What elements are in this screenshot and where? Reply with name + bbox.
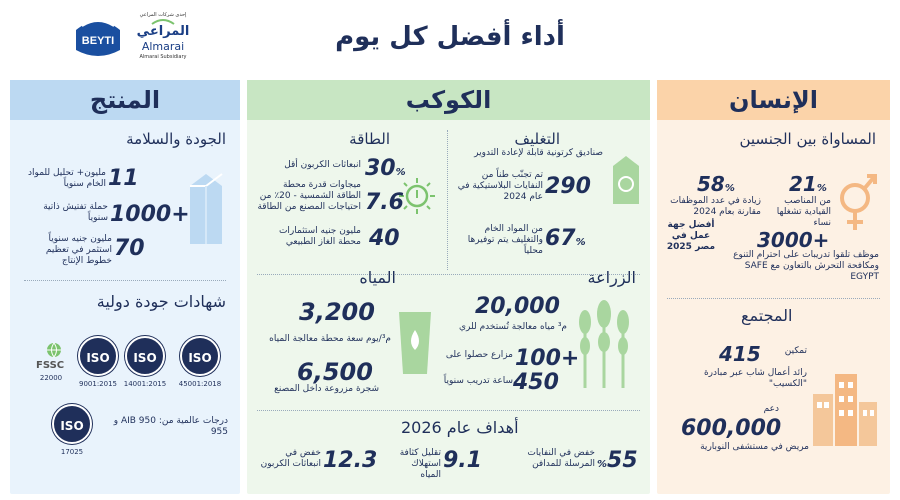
packaging-value-3-number: 67	[545, 226, 576, 251]
product-column	[10, 80, 240, 494]
packaging-value-3-unit: %	[575, 237, 586, 248]
water-text-2: شجرة مزروعة داخل المصنع	[274, 384, 379, 394]
energy-value-1-number: 30	[365, 156, 396, 181]
community-label-2: دعم	[763, 404, 779, 414]
recycle-carton-icon	[609, 152, 643, 206]
equality-text-2: زيادة في عدد الموظفات مقارنة بعام 2024	[670, 196, 761, 217]
product-divider	[24, 280, 226, 281]
iso-45001-badge: ISO	[180, 336, 220, 376]
agri-value-3: 450	[513, 370, 559, 395]
agriculture-title: الزراعة	[587, 268, 636, 287]
human-heading: الإنسان	[657, 80, 890, 120]
energy-value-1-unit: %	[395, 167, 406, 178]
beyti-logo	[72, 12, 124, 60]
community-value-2: 600,000	[681, 416, 782, 441]
product-stat-3-value: 70	[114, 236, 145, 261]
product-heading: المنتج	[10, 80, 240, 120]
water-value-1: 3,200	[299, 298, 375, 326]
fssc-label: 22000	[39, 374, 63, 382]
iso-9001-badge: ISO	[78, 336, 118, 376]
goal-value-1-unit: %	[597, 459, 608, 470]
equality-title: المساواة بين الجنسين	[739, 130, 876, 148]
iso-45001-label: 45001:2018	[178, 380, 222, 388]
energy-text-2: ميجاوات قدرة محطة الطاقة الشمسية - 20٪ من احتياجات المصنع من الطاقة	[257, 180, 361, 212]
product-stat-2-value: 1000+	[110, 202, 190, 227]
iso-14001-badge: ISO	[125, 336, 165, 376]
fssc-logo: FSSC	[36, 360, 65, 371]
goal-value-3: 12.3	[323, 448, 378, 473]
iso-17025-badge: ISO	[52, 404, 92, 444]
gender-symbol-icon	[835, 166, 879, 236]
equality-value-2	[697, 172, 735, 196]
human-column	[657, 80, 890, 494]
certs-title: شهادات جودة دولية	[96, 292, 226, 311]
packaging-text-3: من المواد الخام والتغليف يتم توفيرها محلياً	[467, 224, 543, 256]
beyti-wordmark: BEYTI	[81, 35, 115, 47]
product-stat-1-text: مليون+ تحليل للمواد الخام سنوياً	[28, 168, 106, 189]
wheat-icon	[571, 298, 637, 390]
water-text-1: م³/يوم سعة محطة معالجة المياه	[269, 334, 391, 344]
product-stat-1-value: 11	[108, 166, 139, 191]
fssc-globe-icon	[46, 342, 62, 358]
packaging-text-1: صناديق كرتونية قابلة لإعادة التدوير	[474, 148, 603, 158]
trained-text: موظف تلقوا تدريبات على احترام التنوع ومكافحة التحرش بالتعاون مع SAFE EGYPT	[733, 250, 879, 282]
community-text-1: رائد أعمال شاب عبر مبادرة "الكسيب"	[703, 368, 807, 389]
buildings-icon	[809, 366, 881, 446]
goal-text-1: خفض في النفايات المرسلة للمدافن	[527, 448, 595, 469]
planet-divider-2	[257, 410, 640, 411]
packaging-value-3	[545, 226, 586, 251]
iso-14001-label: 14001:2015	[123, 380, 167, 388]
energy-text-3: مليون جنيه استثمارات محطة الغاز الطبيعي	[278, 226, 361, 247]
planet-column	[247, 80, 650, 494]
goal-value-1-number: 55	[607, 448, 638, 473]
energy-text-1: انبعاثات الكربون أقل	[284, 160, 361, 170]
water-glass-icon	[395, 308, 435, 378]
planet-vertical-divider	[447, 130, 448, 270]
almarai-subsidiary-ar: إحدى شركات المراعي	[139, 12, 187, 18]
goal-value-2: 9.1	[443, 448, 482, 473]
agri-value-1: 20,000	[475, 294, 560, 319]
equality-value-1-number: 21	[789, 172, 817, 196]
quality-title: الجودة والسلامة	[126, 130, 226, 148]
packaging-title: التغليف	[514, 130, 560, 148]
water-title: المياه	[359, 268, 396, 287]
community-label-1: تمكين	[784, 346, 807, 356]
equality-value-2-number: 58	[697, 172, 725, 196]
goal-text-2: تقليل كثافة استهلاك المياه	[399, 448, 441, 480]
grades-text: درجات عالمية من: AIB 950 و 955	[113, 416, 228, 437]
community-title: المجتمع	[741, 306, 793, 325]
packaging-value-2: 290	[545, 174, 591, 199]
almarai-subsidiary-en: Almarai Subsidiary	[139, 54, 187, 60]
goal-value-1	[597, 448, 638, 473]
energy-value-3: 40	[369, 226, 400, 251]
energy-value-2: 7.6	[365, 190, 404, 215]
iso-9001-label: 9001:2015	[79, 380, 117, 388]
goals-title: أهداف عام 2026	[401, 418, 519, 437]
planet-divider-1	[257, 274, 640, 275]
water-value-2: 6,500	[297, 358, 373, 386]
page-title: أداء أفضل كل يوم	[335, 22, 565, 52]
agri-value-2: 100+	[515, 346, 580, 371]
trained-value: 3000+	[757, 228, 830, 252]
human-divider	[667, 298, 880, 299]
product-stat-2-text: حملة تفتيش ذاتية سنوياً	[43, 202, 108, 223]
header	[0, 0, 900, 75]
best-employer-text: أفضل جهة عمل في مصر 2025	[666, 220, 716, 252]
goal-text-3: خفض في انبعاثات الكربون	[260, 448, 321, 469]
equality-text-1: من المناصب القيادية تشغلها نساء	[776, 196, 831, 228]
iso-17025-label: 17025	[60, 448, 84, 456]
agri-text-1: م³ مياه معالجة تُستخدم للري	[459, 322, 567, 332]
energy-title: الطاقة	[349, 130, 390, 148]
equality-value-1-unit: %	[816, 183, 827, 194]
community-value-1: 415	[719, 342, 761, 366]
equality-value-2-unit: %	[724, 183, 735, 194]
product-stat-3-text: مليون جنيه سنوياً استثمر في تعظيم خطوط الإنتاج	[45, 234, 112, 266]
energy-value-1	[365, 156, 406, 181]
almarai-logo-ar: المراعي	[136, 24, 190, 39]
almarai-logo-en: Almarai	[141, 40, 185, 53]
agri-text-2: مزارع حصلوا على	[445, 350, 513, 360]
packaging-text-2: تم تجنّب طناً من النفايات البلاستيكية في عام 2024	[457, 170, 543, 202]
planet-heading: الكوكب	[247, 80, 650, 120]
community-text-2: مريض في مستشفى النوبارية	[700, 442, 809, 452]
equality-value-1	[789, 172, 827, 196]
agri-text-3: ساعة تدريب سنوياً	[443, 376, 513, 386]
